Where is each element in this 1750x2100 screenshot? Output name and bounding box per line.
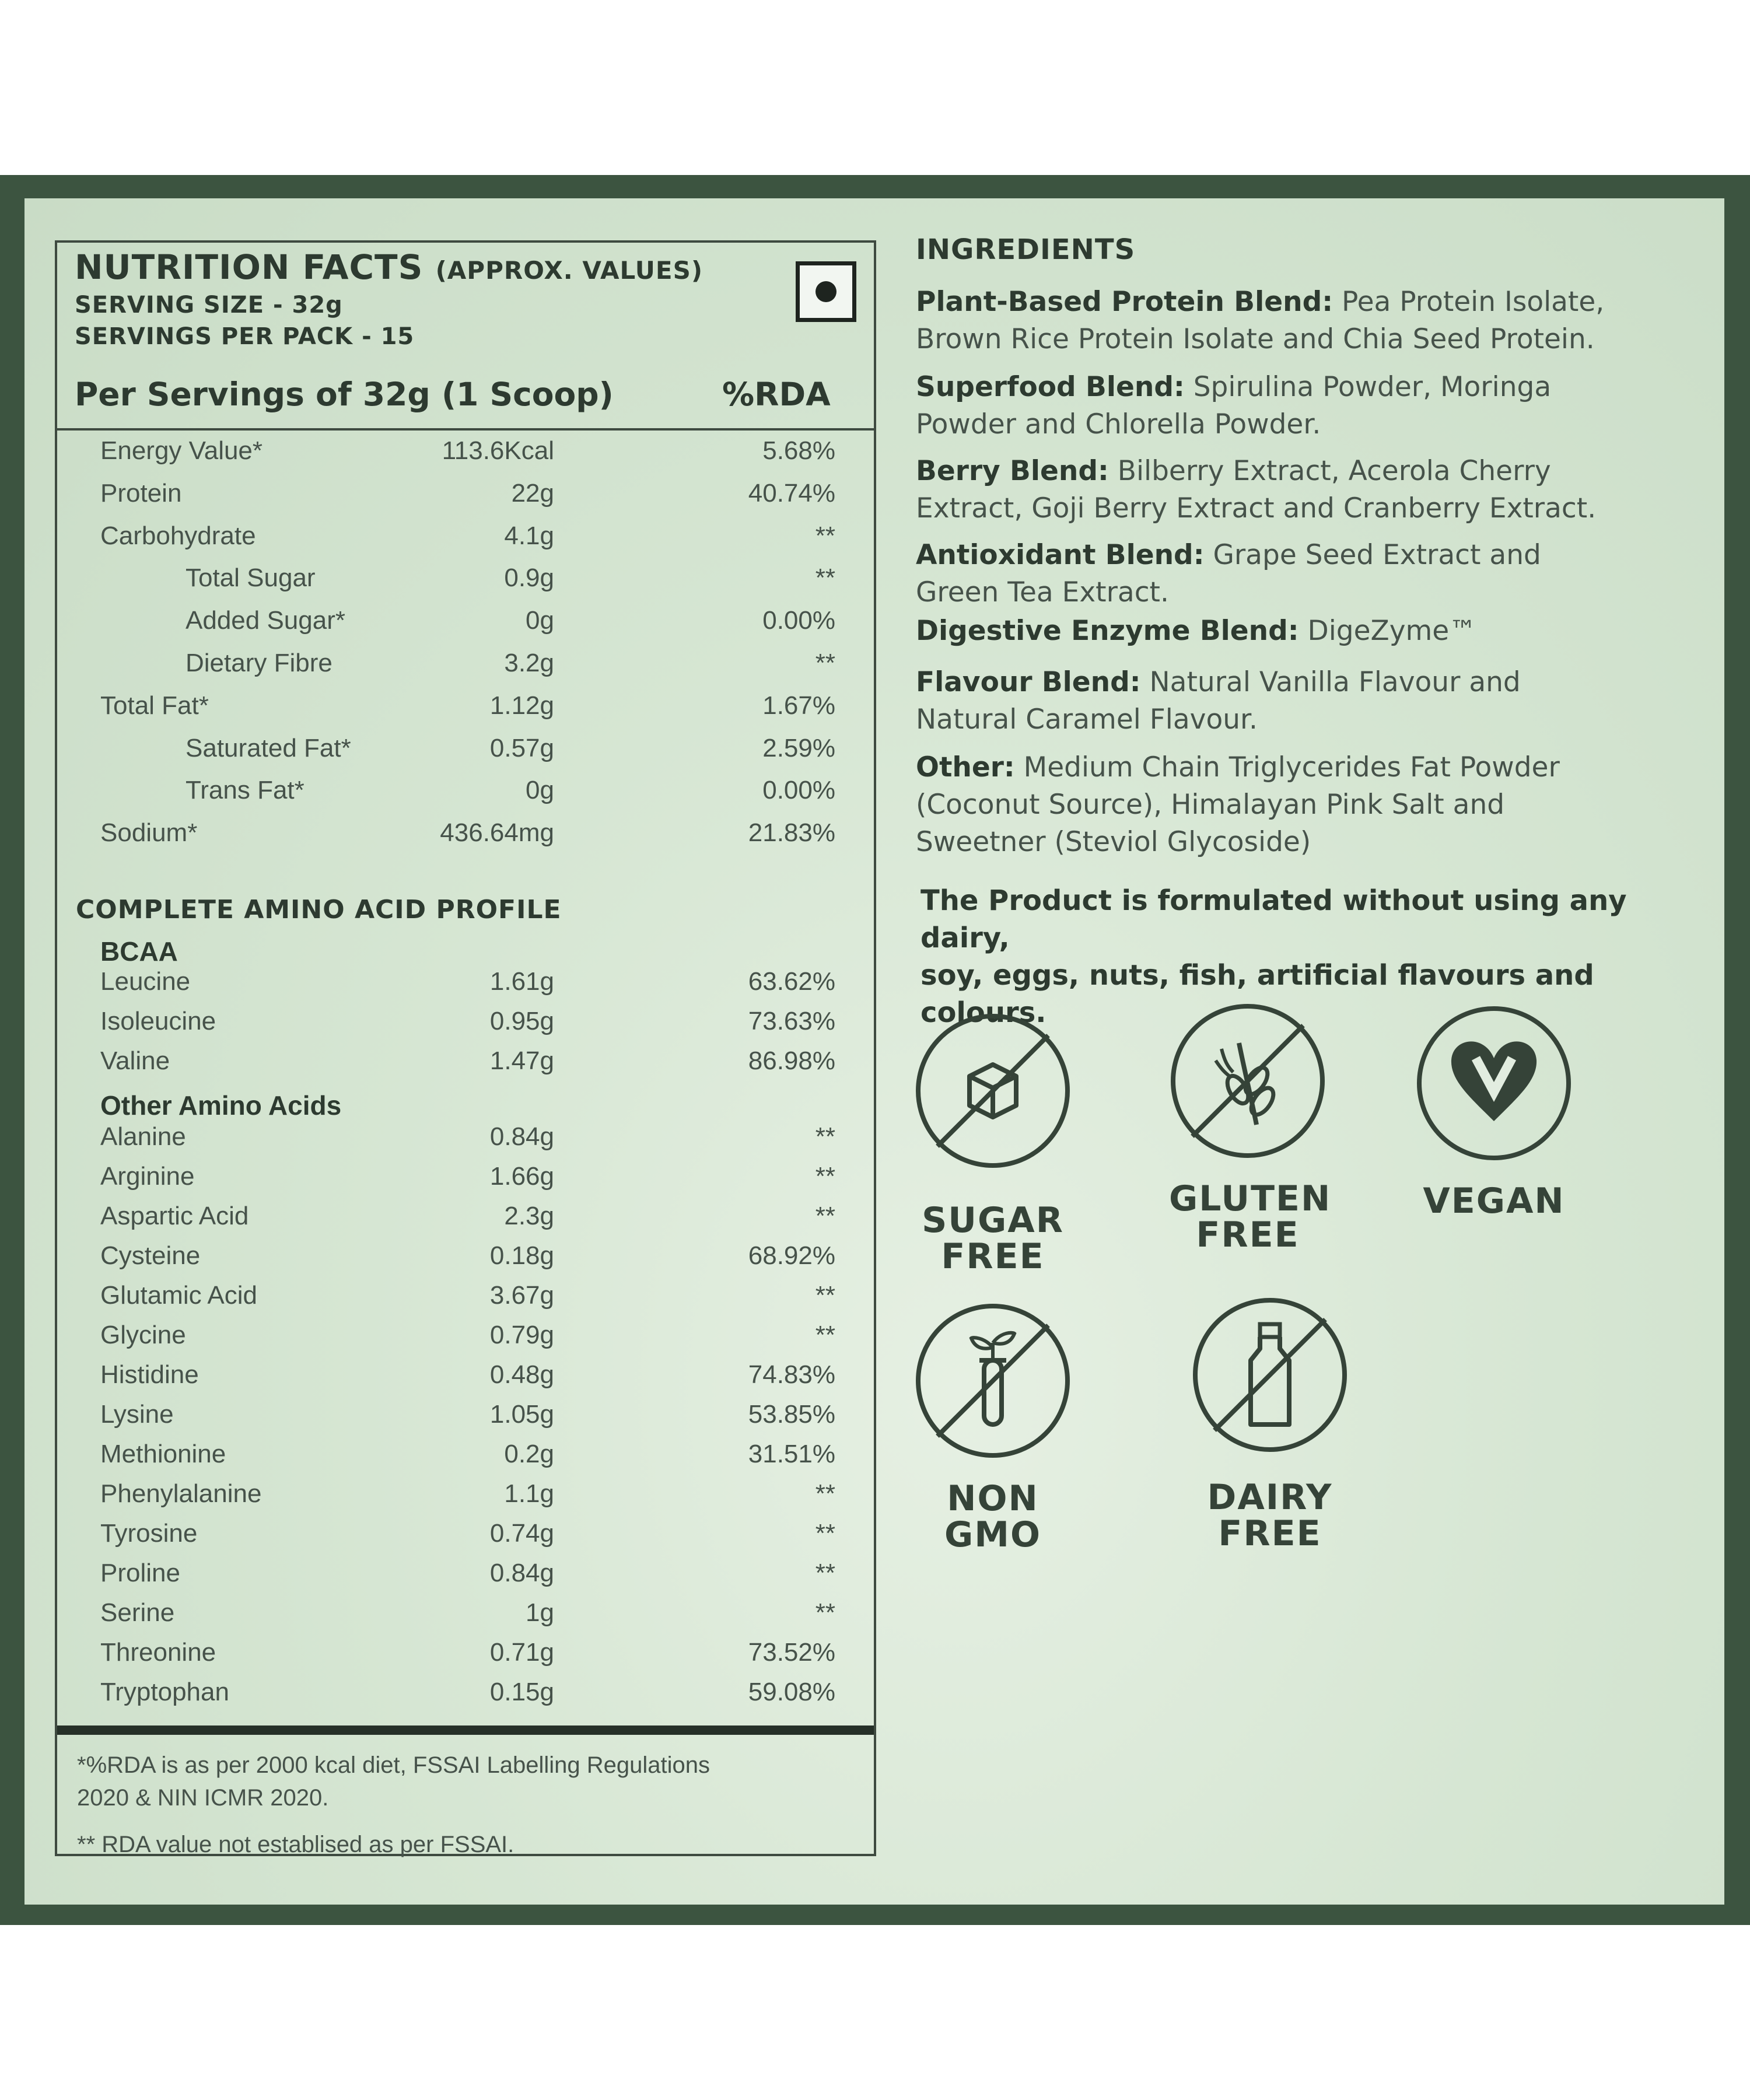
ingredient-item (916, 537, 1709, 611)
nutrient-label: Tryptophan (100, 1678, 229, 1706)
ingredient-desc: Powder and Chlorella Powder. (916, 408, 1321, 440)
free-from-note-line2: soy, eggs, nuts, fish, artificial flavours and colours. (921, 959, 1594, 1029)
nutrient-rda: 68.92% (748, 1241, 835, 1270)
nutrient-amount: 0.57g (489, 734, 554, 762)
nutrient-label: Alanine (100, 1122, 186, 1151)
nutrient-label: Phenylalanine (100, 1479, 262, 1508)
badge-sugar-free-line1: SUGAR (922, 1200, 1064, 1241)
amino-profile-title: COMPLETE AMINO ACID PROFILE (76, 895, 562, 925)
nutrient-rda: ** (815, 1321, 835, 1349)
nutrient-rda: 0.00% (762, 606, 835, 635)
ingredient-item (916, 664, 1709, 738)
ingredient-item (916, 749, 1709, 861)
nutrient-label: Added Sugar* (186, 606, 345, 635)
nutrient-amount: 0.2g (504, 1440, 554, 1468)
ingredients-section (916, 233, 1721, 1029)
footnote-rda (77, 1749, 710, 1814)
ingredient-desc: Natural Caramel Flavour. (916, 704, 1258, 736)
nutrient-amount: 3.67g (489, 1281, 554, 1310)
ingredient-name: Superfood Blend: (916, 371, 1185, 403)
nutrient-rda: ** (815, 1519, 835, 1548)
nutrition-title-text: NUTRITION FACTS (75, 247, 424, 287)
ingredients-title: INGREDIENTS (916, 233, 1136, 266)
ingredient-desc: Green Tea Extract. (916, 576, 1169, 608)
nutrient-amount: 1.61g (489, 967, 554, 996)
plant-tube-icon (914, 1302, 1072, 1460)
footnote-not-established: ** RDA value not establised as per FSSAI. (77, 1832, 514, 1857)
nutrient-amount: 1.47g (489, 1046, 554, 1075)
badge-sugar-free (914, 1012, 1072, 1275)
nutrient-rda: 0.00% (762, 776, 835, 804)
ingredient-name: Other: (916, 751, 1015, 783)
nutrient-rda: 53.85% (748, 1400, 835, 1429)
serving-size: SERVING SIZE - 32g (75, 292, 343, 318)
nutrient-rda: 74.83% (748, 1360, 835, 1389)
ingredient-name: Antioxidant Blend: (916, 539, 1205, 571)
per-serving-label: Per Servings of 32g (1 Scoop) (75, 376, 614, 413)
sugar-cube-icon (914, 1012, 1072, 1170)
nutrient-label: Saturated Fat* (186, 734, 351, 762)
badge-gluten-free-line2: FREE (1196, 1214, 1300, 1255)
nutrient-rda: 59.08% (748, 1678, 835, 1706)
nutrient-label: Threonine (100, 1638, 216, 1667)
nutrient-label: Glycine (100, 1321, 186, 1349)
ingredient-item (916, 284, 1709, 358)
nutrient-rda: ** (815, 1598, 835, 1627)
nutrient-amount: 0.79g (489, 1321, 554, 1349)
ingredient-name: Plant-Based Protein Blend: (916, 286, 1334, 318)
ingredient-desc: Medium Chain Triglycerides Fat Powder (1014, 751, 1560, 783)
footnote-divider (57, 1726, 874, 1735)
nutrient-amount: 0.95g (489, 1007, 554, 1035)
per-serving-header (75, 376, 850, 413)
rda-header: %RDA (722, 376, 831, 413)
nutrient-amount: 1g (526, 1598, 554, 1627)
ingredient-desc: Extract, Goji Berry Extract and Cranberry Extract. (916, 492, 1597, 524)
ingredient-item (916, 612, 1709, 650)
ingredient-item (916, 369, 1709, 443)
badge-non-gmo-line1: NON (947, 1478, 1039, 1519)
nutrient-amount: 436.64mg (440, 818, 554, 847)
nutrient-amount: 0.48g (489, 1360, 554, 1389)
nutrition-header (75, 247, 856, 350)
footnote-rda-line1: *%RDA is as per 2000 kcal diet, FSSAI Labelling Regulations (77, 1752, 710, 1778)
ingredient-desc: DigeZyme™ (1298, 615, 1477, 647)
ingredient-desc: Grape Seed Extract and (1204, 539, 1541, 571)
other-amino-title: Other Amino Acids (100, 1090, 342, 1121)
badge-non-gmo-line2: GMO (944, 1514, 1041, 1555)
nutrient-rda: 73.63% (748, 1007, 835, 1035)
nutrient-label: Leucine (100, 967, 191, 996)
badge-vegan-label: VEGAN (1423, 1181, 1565, 1222)
nutrient-label: Carbohydrate (100, 522, 256, 550)
bcaa-title: BCAA (100, 936, 178, 967)
ingredient-name: Flavour Blend: (916, 666, 1141, 698)
nutrient-rda: ** (815, 564, 835, 592)
nutrient-amount: 0.71g (489, 1638, 554, 1667)
nutrient-label: Energy Value* (100, 436, 263, 465)
nutrient-label: Serine (100, 1598, 175, 1627)
heart-v-icon (1415, 1005, 1573, 1162)
nutrient-label: Dietary Fibre (186, 649, 332, 677)
badge-dairy-free-line1: DAIRY (1207, 1477, 1333, 1518)
badge-vegan (1415, 1005, 1573, 1222)
nutrient-label: Tyrosine (100, 1519, 198, 1548)
nutrition-title (75, 247, 856, 287)
nutrient-amount: 4.1g (504, 522, 554, 550)
nutrient-rda: 2.59% (762, 734, 835, 762)
badge-non-gmo (914, 1302, 1072, 1553)
nutrient-amount: 1.66g (489, 1162, 554, 1191)
ingredient-desc: Sweetner (Steviol Glycoside) (916, 826, 1311, 858)
ingredient-desc: Pea Protein Isolate, (1333, 286, 1605, 318)
nutrient-amount: 113.6Kcal (442, 436, 554, 465)
nutrient-label: Lysine (100, 1400, 174, 1429)
nutrient-rda: ** (815, 1479, 835, 1508)
nutrient-amount: 0.18g (489, 1241, 554, 1270)
nutrient-label: Glutamic Acid (100, 1281, 257, 1310)
nutrient-rda: 31.51% (748, 1440, 835, 1468)
badge-sugar-free-line2: FREE (941, 1236, 1045, 1277)
nutrient-amount: 0.15g (489, 1678, 554, 1706)
nutrient-amount: 1.05g (489, 1400, 554, 1429)
nutrient-label: Arginine (100, 1162, 195, 1191)
nutrient-label: Valine (100, 1046, 170, 1075)
ingredient-desc: Bilberry Extract, Acerola Cherry (1108, 455, 1551, 487)
nutrition-facts-box (55, 240, 876, 1856)
nutrient-rda: ** (815, 1281, 835, 1310)
badge-dairy-free (1191, 1296, 1349, 1552)
nutrient-rda: 63.62% (748, 967, 835, 996)
ingredient-desc: Natural Vanilla Flavour and (1140, 666, 1521, 698)
nutrient-amount: 22g (511, 479, 554, 508)
wheat-icon (1169, 1002, 1326, 1160)
nutrient-label: Sodium* (100, 818, 198, 847)
nutrient-label: Trans Fat* (186, 776, 304, 804)
free-from-note-line1: The Product is formulated without using any dairy, (921, 884, 1627, 954)
nutrient-label: Isoleucine (100, 1007, 216, 1035)
footnote-rda-line2: 2020 & NIN ICMR 2020. (77, 1785, 329, 1811)
nutrient-amount: 1.1g (504, 1479, 554, 1508)
nutrient-rda: ** (815, 1559, 835, 1587)
ingredient-item (916, 453, 1709, 527)
ingredient-name: Berry Blend: (916, 455, 1109, 487)
nutrient-rda: 21.83% (748, 818, 835, 847)
nutrient-amount: 0g (526, 776, 554, 804)
nutrient-amount: 0.74g (489, 1519, 554, 1548)
nutrition-title-note: (APPROX. VALUES) (435, 256, 704, 285)
badge-dairy-free-line2: FREE (1218, 1513, 1322, 1554)
nutrient-amount: 0.9g (504, 564, 554, 592)
nutrient-label: Protein (100, 479, 182, 508)
nutrient-amount: 1.12g (489, 691, 554, 720)
nutrient-amount: 0.84g (489, 1122, 554, 1151)
veg-mark-icon (796, 261, 856, 322)
nutrient-amount: 3.2g (504, 649, 554, 677)
nutrient-amount: 0g (526, 606, 554, 635)
milk-bottle-icon (1191, 1296, 1349, 1454)
nutrient-rda: 5.68% (762, 436, 835, 465)
nutrient-rda: ** (815, 649, 835, 677)
nutrient-rda: 86.98% (748, 1046, 835, 1075)
ingredient-name: Digestive Enzyme Blend: (916, 615, 1299, 647)
ingredient-desc: Brown Rice Protein Isolate and Chia Seed Protein. (916, 323, 1595, 355)
nutrient-rda: ** (815, 1202, 835, 1230)
servings-per-pack: SERVINGS PER PACK - 15 (75, 323, 415, 350)
nutrient-label: Total Sugar (186, 564, 316, 592)
divider (57, 428, 874, 430)
badge-gluten-free (1169, 1002, 1332, 1255)
nutrient-rda: 1.67% (762, 691, 835, 720)
nutrient-amount: 0.84g (489, 1559, 554, 1587)
nutrient-label: Cysteine (100, 1241, 201, 1270)
nutrient-rda: ** (815, 1122, 835, 1151)
nutrient-rda: ** (815, 522, 835, 550)
nutrient-rda: ** (815, 1162, 835, 1191)
badge-gluten-free-line1: GLUTEN (1169, 1178, 1332, 1219)
ingredient-desc: Spirulina Powder, Moringa (1184, 371, 1552, 403)
nutrient-label: Histidine (100, 1360, 199, 1389)
nutrient-label: Total Fat* (100, 691, 209, 720)
nutrient-label: Aspartic Acid (100, 1202, 249, 1230)
nutrient-rda: 73.52% (748, 1638, 835, 1667)
nutrient-amount: 2.3g (504, 1202, 554, 1230)
ingredient-desc: (Coconut Source), Himalayan Pink Salt and (916, 789, 1505, 821)
nutrient-rda: 40.74% (748, 479, 835, 508)
nutrient-label: Methionine (100, 1440, 226, 1468)
nutrient-label: Proline (100, 1559, 180, 1587)
